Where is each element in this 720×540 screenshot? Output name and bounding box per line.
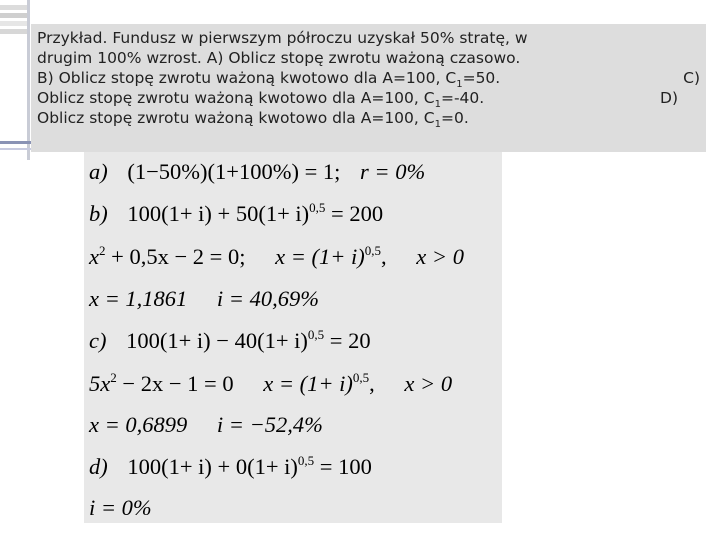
solution-b-equation: b) $100(1+ i) + 50(1+ i)^{0,5} = 200$ (89, 200, 384, 226)
problem-line-3: B) Oblicz stopę zwrotu ważoną kwotowo dla A=100, $C_1=50$. C) (37, 69, 700, 91)
decor-stripe (0, 13, 28, 18)
solution-d-result: i = 0% (89, 495, 152, 520)
problem-statement (31, 24, 706, 152)
decor-stripe (0, 29, 28, 34)
problem-line-4: Oblicz stopę zwrotu ważoną kwotowo dla A=100, $C_1=-40$. D) (37, 89, 678, 111)
problem-line-5: Oblicz stopę zwrotu ważoną kwotowo dla A=100, $C_1=0$. (37, 109, 469, 131)
decor-stripe (0, 5, 28, 10)
solution-b-result: x = 1,1861 i = 40,69% (89, 286, 319, 311)
problem-line-1: Przykład. Fundusz w pierwszym półroczu uzyskał 50% stratę, w (37, 29, 528, 47)
decor-vertical-bar (27, 0, 30, 160)
solution-c-equation: c) $100(1+ i) - 40(1+ i)^{0,5} = 20$ (89, 327, 371, 353)
solution-c-result: x = 0,6899 i = −52,4% (89, 412, 323, 437)
solution-b-quadratic: $x^2 + 0,5x - 2 = 0$; $x = (1+ i)^{0,5}$, x > 0 (89, 243, 464, 269)
solution-block (84, 152, 502, 523)
problem-line-2: drugim 100% wzrost. A) Oblicz stopę zwrotu ważoną czasowo. (37, 49, 521, 67)
solution-d-equation: d) $100(1+ i) + 0(1+ i)^{0,5} = 100$ (89, 453, 372, 479)
solution-a: a) (1−50%)(1+100%) = 1; r = 0% (89, 159, 426, 184)
solution-c-quadratic: $5x^2 - 2x - 1 = 0$ $x = (1+ i)^{0,5}$, x > 0 (89, 370, 453, 396)
decor-stripe (0, 21, 28, 26)
